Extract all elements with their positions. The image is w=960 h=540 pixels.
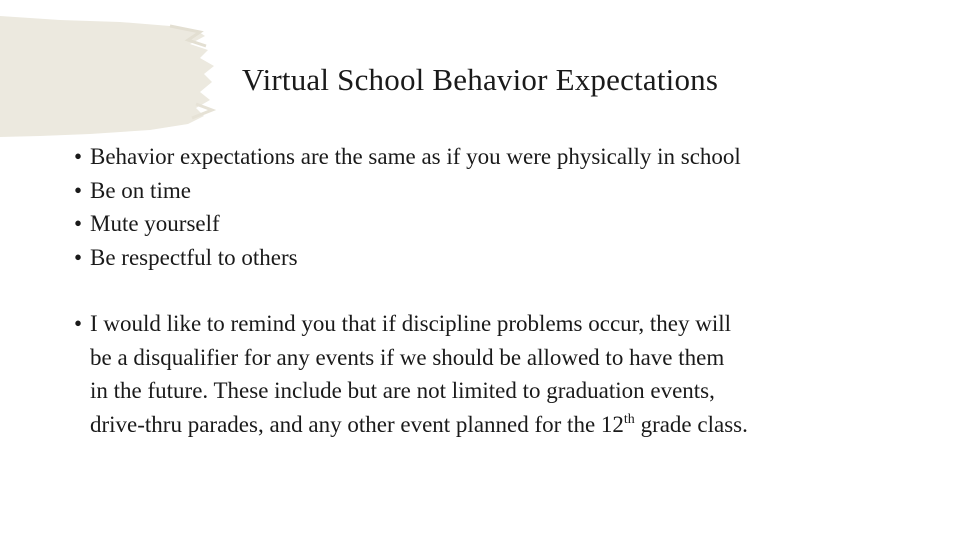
list-item bbox=[74, 174, 934, 208]
bullet-glyph: • bbox=[74, 311, 83, 336]
reminder-line-3: in the future. These include but are not limited to graduation events, bbox=[90, 378, 715, 403]
expectations-list bbox=[74, 140, 934, 274]
reminder-paragraph bbox=[74, 307, 900, 441]
reminder-line-4-end: grade class. bbox=[634, 411, 748, 437]
bullet-text: Be respectful to others bbox=[90, 244, 298, 270]
bullet-text: Behavior expectations are the same as if you were physically in school bbox=[90, 144, 741, 169]
bullet-glyph: • bbox=[74, 177, 83, 203]
list-item bbox=[74, 207, 934, 241]
bullet-text: Mute yourself bbox=[90, 211, 220, 236]
reminder-list bbox=[74, 307, 934, 441]
bullet-text: Be on time bbox=[90, 177, 191, 203]
reminder-line-1: I would like to remind you that if discipline problems occur, they will bbox=[90, 311, 732, 336]
slide-title: Virtual School Behavior Expectations bbox=[241, 62, 719, 97]
list-item bbox=[74, 241, 934, 275]
bullet-glyph: • bbox=[74, 244, 83, 270]
reminder-line-2: be a disqualifier for any events if we should be allowed to have them bbox=[90, 344, 725, 370]
bullet-glyph: • bbox=[74, 211, 83, 236]
list-item bbox=[74, 140, 934, 174]
reminder-line-4-start: drive-thru parades, and any other event planned for the 12 bbox=[90, 411, 624, 437]
reminder-line-4 bbox=[90, 408, 900, 442]
bullet-glyph: • bbox=[74, 144, 83, 169]
ordinal-suffix: th bbox=[623, 411, 635, 427]
